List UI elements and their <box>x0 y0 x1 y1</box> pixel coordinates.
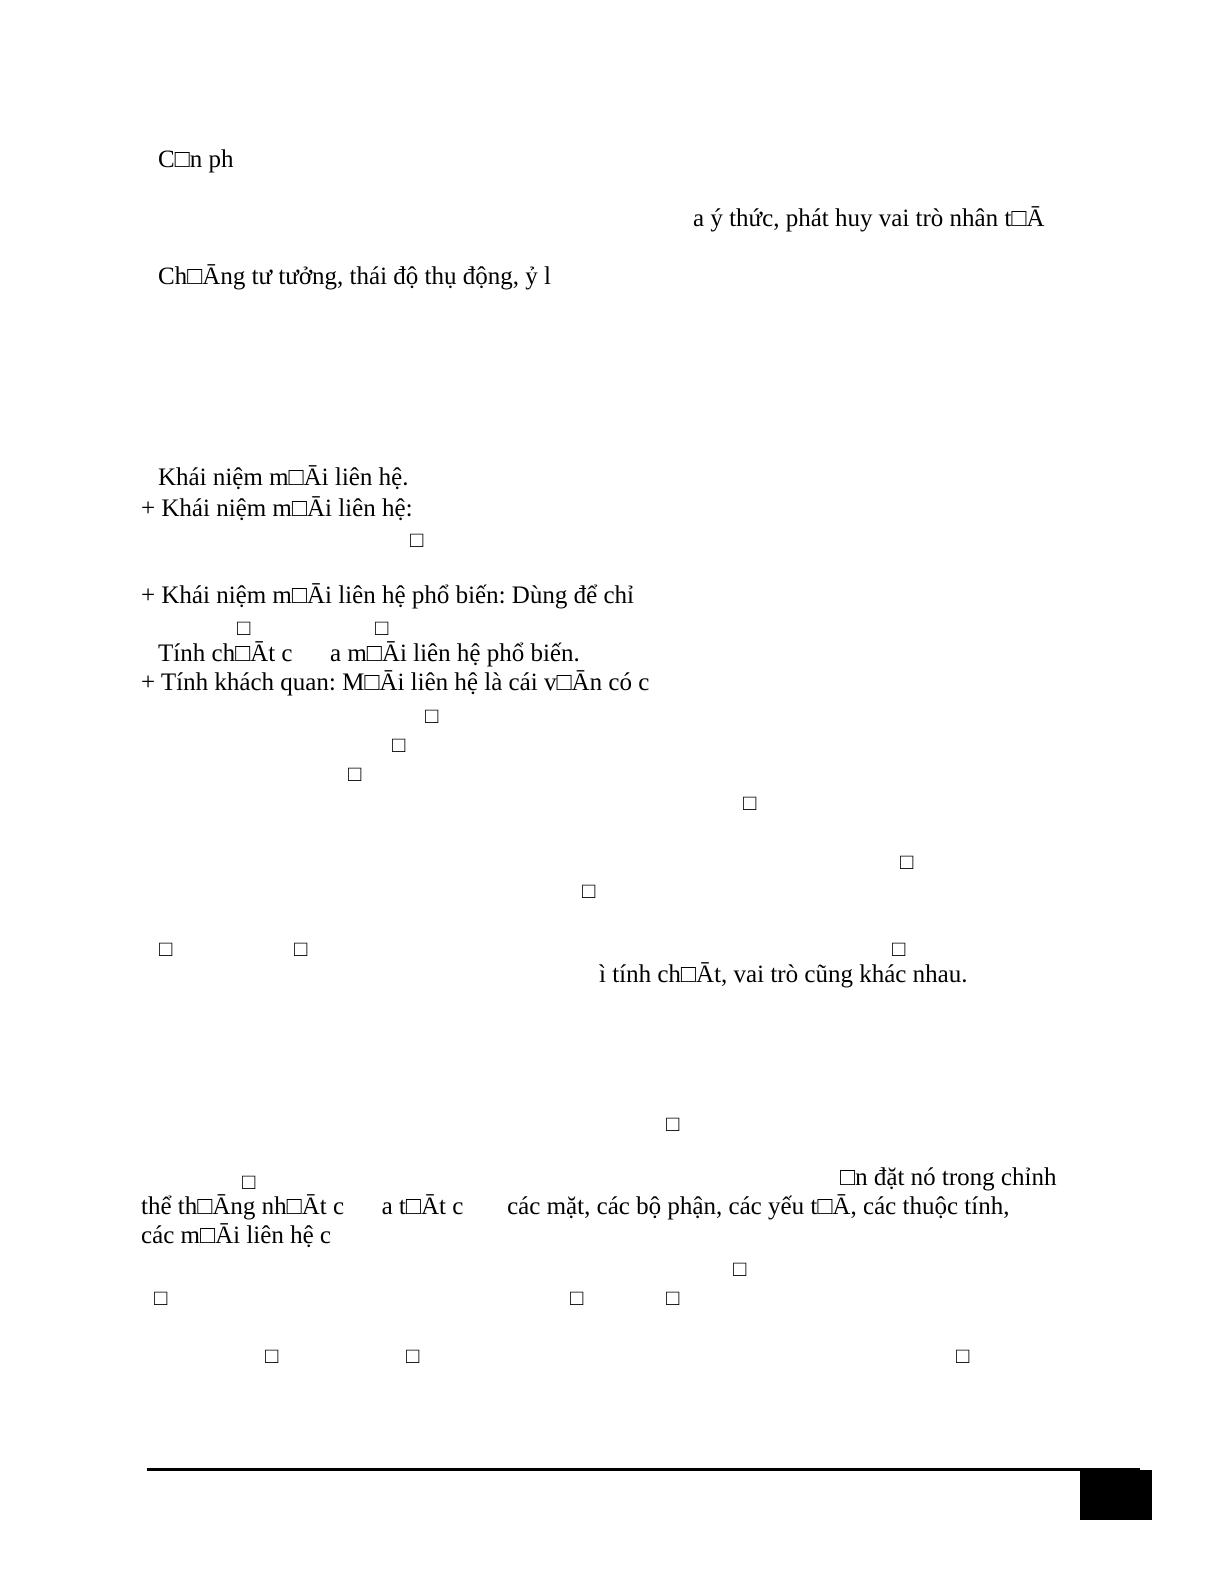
missing-glyph-box: □ <box>237 615 251 640</box>
missing-glyph-box: □ <box>392 732 406 757</box>
missing-glyph-box: □ <box>570 1285 584 1310</box>
missing-glyph-box: □ <box>425 703 439 728</box>
text-line-the-thong-nhat: thể th□Āng nh□Āt c a t□Āt c các mặt, các bộ phận, các yếu t□Ā, các thuộc tính, <box>141 1193 1010 1220</box>
missing-glyph-box: □ <box>375 615 389 640</box>
bullet-khai-niem-pho-bien: + Khái niệm m□Āi liên hệ phổ biến: Dùng để chỉ <box>141 582 634 609</box>
bullet-khai-niem: + Khái niệm m□Āi liên hệ: <box>141 495 413 522</box>
missing-glyph-box: □ <box>242 1169 256 1194</box>
missing-glyph-box: □ <box>892 936 906 961</box>
text-line-3: Ch□Āng tư tưởng, thái độ thụ động, ỷ l <box>158 263 551 290</box>
missing-glyph-box: □ <box>410 527 424 552</box>
missing-glyph-box: □ <box>582 878 596 903</box>
bullet-tinh-khach-quan: + Tính khách quan: M□Āi liên hệ là cái v□Ān có c <box>141 669 650 696</box>
text-line-dat-no: □n đặt nó trong chỉnh <box>840 1164 1057 1191</box>
section-heading-tinh-chat: Tính ch□Āt c a m□Āi liên hệ phổ biến. <box>158 640 580 667</box>
footer-rule <box>147 1468 1140 1471</box>
section-heading-khai-niem: Khái niệm m□Āi liên hệ. <box>158 464 409 491</box>
missing-glyph-box: □ <box>159 936 173 961</box>
missing-glyph-box: □ <box>733 1256 747 1281</box>
missing-glyph-box: □ <box>265 1343 279 1368</box>
text-line-2: a ý thức, phát huy vai trò nhân t□Ā <box>693 205 1045 232</box>
text-line-cac-moi-lien-he: các m□Āi liên hệ c <box>141 1222 332 1249</box>
missing-glyph-box: □ <box>743 790 757 815</box>
missing-glyph-box: □ <box>154 1285 168 1310</box>
missing-glyph-box: □ <box>348 761 362 786</box>
missing-glyph-box: □ <box>666 1111 680 1136</box>
missing-glyph-box: □ <box>956 1343 970 1368</box>
missing-glyph-box: □ <box>666 1285 680 1310</box>
page-number-box <box>1080 1470 1152 1520</box>
missing-glyph-box: □ <box>900 849 914 874</box>
missing-glyph-box: □ <box>406 1343 420 1368</box>
text-line-1: C□n ph <box>158 146 234 173</box>
text-line-tinh-chat-vai-tro: ì tính ch□Āt, vai trò cũng khác nhau. <box>599 961 968 988</box>
missing-glyph-box: □ <box>294 936 308 961</box>
